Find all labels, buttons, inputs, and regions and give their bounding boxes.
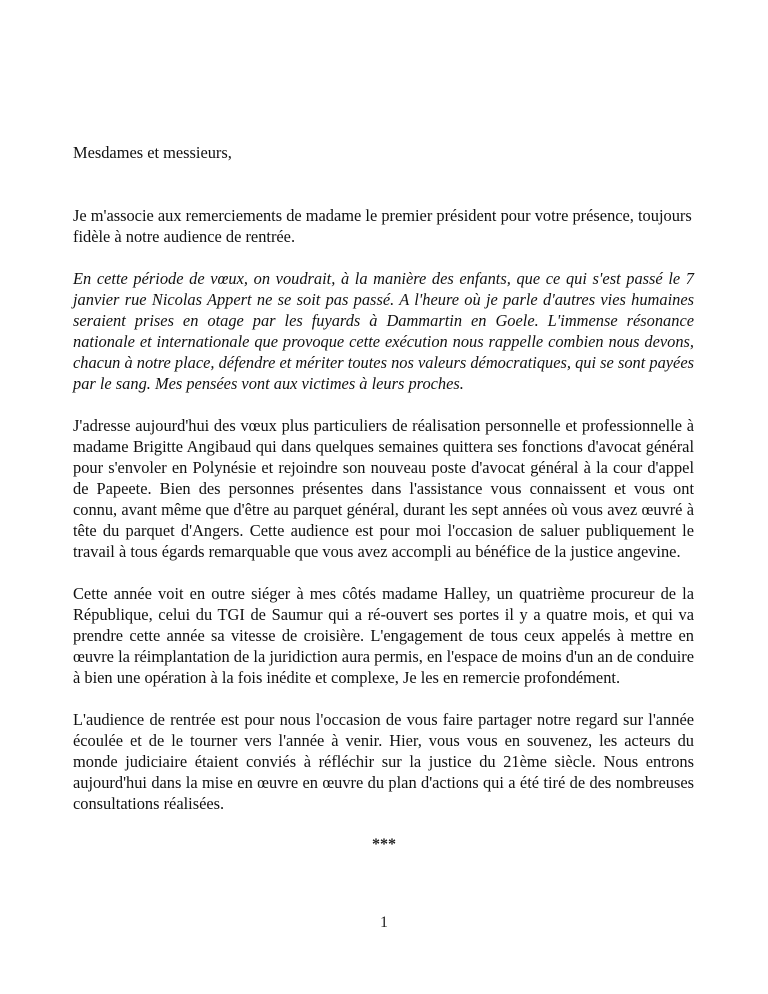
paragraph-thanks: Je m'associe aux remerciements de madame le premier président pour votre présence, toujours fidèle à notre audience de rentrée.	[73, 206, 692, 246]
paragraph-audience: L'audience de rentrée est pour nous l'occasion de vous faire partager notre regard sur l'année écoulée et de le tourner vers l'année à venir. Hier, vous vous en souvenez, les acteurs du monde judiciaire étaient conviés à réfléchir sur la justice du 21ème siècle. Nous entrons aujourd'hui dans la mise en œuvre en œuvre du plan d'actions qui a été tiré de des nombreuses consultations réalisées.	[73, 710, 694, 813]
page-number: 1	[380, 914, 388, 931]
paragraph-farewell: J'adresse aujourd'hui des vœux plus particuliers de réalisation personnelle et professionnelle à madame Brigitte Angibaud qui dans quelques semaines quittera ses fonctions d'avocat général pour s'envoler en Polynésie et rejoindre son nouveau poste d'avocat général à la cour d'appel de Papeete. Bien des personnes présentes dans l'assistance vous connaissent et vous ont connu, avant même que d'être au parquet général, durant les sept années où vous avez œuvré à tête du parquet d'Angers. Cette audience est pour moi l'occasion de saluer publiquement le travail à tous égards remarquable que vous avez accompli au bénéfice de la justice angevine.	[73, 416, 694, 561]
paragraph-tribute: En cette période de vœux, on voudrait, à la manière des enfants, que ce qui s'est passé le 7 janvier rue Nicolas Appert ne se soit pas passé. A l'heure où je parle d'autres vies humaines seraient prises en otage par les fuyards à Dammartin en Goele. L'immense résonance nationale et internationale que provoque cette exécution nous rappelle combien nous devons, chacun à notre place, défendre et mériter toutes nos valeurs démocratiques, qui se sont payées par le sang. Mes pensées vont aux victimes à leurs proches.	[73, 269, 694, 393]
paragraph-saumur: Cette année voit en outre siéger à mes côtés madame Halley, un quatrième procureur de la République, celui du TGI de Saumur qui a ré-ouvert ses portes il y a quatre mois, et qui va prendre cette année sa vitesse de croisière. L'engagement de tous ceux appelés à mettre en œuvre la réimplantation de la juridiction aura permis, en l'espace de moins d'un an de conduire à bien une opération à la fois inédite et complexe, Je les en remercie profondément.	[73, 584, 694, 687]
document-body	[73, 142, 694, 814]
section-separator: ***	[372, 836, 396, 853]
salutation: Mesdames et messieurs,	[73, 143, 232, 162]
